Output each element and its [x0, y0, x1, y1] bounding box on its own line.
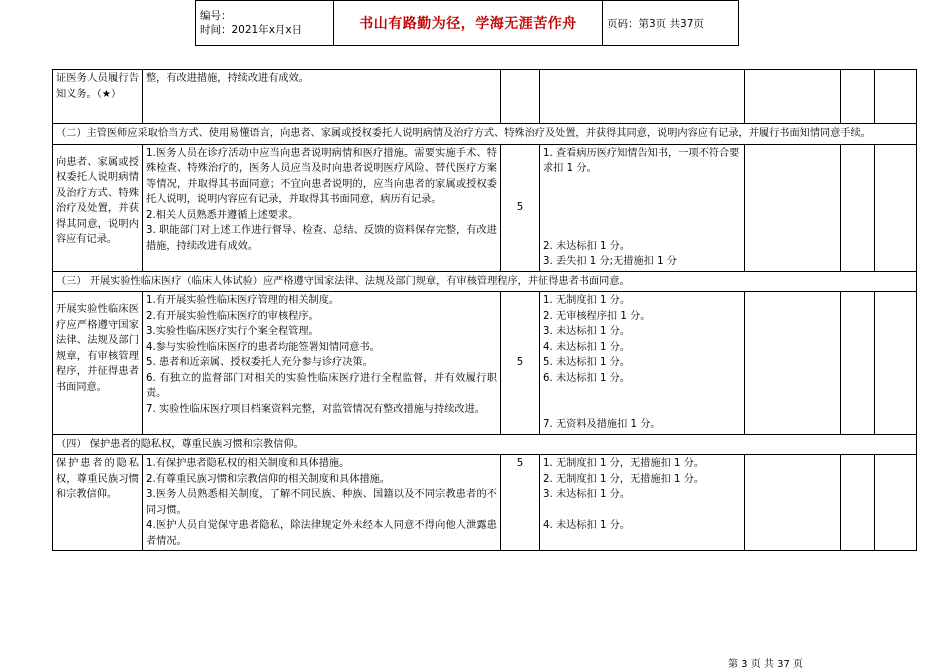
list-item: 5. 患者和近亲属、授权委托人充分参与诊疗决策。	[146, 357, 373, 368]
empty-cell	[841, 144, 875, 271]
list-item: 3. 未达标扣 1 分。	[543, 326, 631, 337]
list-item: 3. 职能部门对上述工作进行督导、检查、总结、反馈的资料保存完整，有改进措施，持续改进有成效。	[146, 225, 497, 252]
score-value: 5	[501, 292, 540, 435]
criteria-list	[540, 144, 745, 271]
list-item: 4. 未达标扣 1 分。	[543, 341, 631, 353]
standard-text: 保护患者的隐私权，尊重民族习惯和宗教信仰。	[53, 455, 143, 551]
score-value: 5	[501, 455, 540, 551]
empty-cell	[875, 292, 917, 435]
page-header	[195, 0, 739, 46]
table-row	[53, 144, 917, 271]
section-title: （三） 开展实验性临床医疗（临床人体试验）应严格遵守国家法律、法规及部门规章，有审核管理程序，并征得患者书面同意。	[53, 271, 917, 292]
empty-cell	[875, 144, 917, 271]
list-item: 2. 未达标扣 1 分。	[543, 240, 631, 252]
list-item: 3.医务人员熟悉相关制度，了解不同民族、种族、国籍以及不同宗教患者的不同习惯。	[146, 489, 497, 516]
empty-cell	[841, 455, 875, 551]
list-item: 5. 未达标扣 1 分。	[543, 357, 631, 368]
header-page-label: 页码：第3页 共37页	[603, 1, 739, 46]
list-item: 4.参与实验性临床医疗的患者均能签署知情同意书。	[146, 341, 380, 353]
empty-cell	[875, 70, 917, 124]
list-item: 2.有开展实验性临床医疗的审核程序。	[146, 310, 319, 322]
empty-cell	[745, 70, 841, 124]
section-title-row	[53, 124, 917, 145]
list-item: 1. 无制度扣 1 分。	[543, 295, 631, 306]
list-item: 2.有尊重民族习惯和宗教信仰的相关制度和具体措施。	[146, 473, 391, 485]
list-item: 2.相关人员熟悉并遵循上述要求。	[146, 209, 299, 221]
empty-cell	[745, 144, 841, 271]
score-cell	[501, 70, 540, 124]
standard-text: 开展实验性临床医疗应严格遵守国家法律、法规及部门规章，有审核管理程序，并征得患者书面同意。	[53, 292, 143, 435]
table-row	[53, 455, 917, 551]
list-item: 3.实验性临床医疗实行个案全程管理。	[146, 326, 319, 337]
criteria-cell	[540, 70, 745, 124]
list-item: 3. 丢失扣 1 分;无措施扣 1 分	[543, 256, 677, 267]
requirement-list	[143, 144, 501, 271]
list-item: 1. 无制度扣 1 分，无措施扣 1 分。	[543, 458, 705, 469]
time-label: 时间：2021年x月x日	[200, 24, 303, 36]
requirement-list	[143, 292, 501, 435]
empty-cell	[875, 455, 917, 551]
header-motto: 书山有路勤为径，学海无涯苦作舟	[334, 1, 603, 46]
standard-text: 证医务人员履行告知义务。（★）	[53, 70, 143, 124]
list-item: 1. 查看病历医疗知情告知书，一项不符合要求扣 1 分。	[543, 147, 740, 174]
list-item: 3. 未达标扣 1 分。	[543, 489, 631, 500]
section-title: （二）主管医师应采取恰当方式、使用易懂语言，向患者、家属或授权委托人说明病情及治疗方式、特殊治疗及处置，并获得其同意，说明内容应有记录，并履行书面知情同意手续。	[53, 124, 917, 145]
empty-cell	[841, 292, 875, 435]
criteria-list	[540, 292, 745, 435]
table-row	[53, 292, 917, 435]
standards-table	[52, 69, 917, 551]
empty-cell	[745, 292, 841, 435]
list-item: 4.医护人员自觉保守患者隐私，除法律规定外未经本人同意不得向他人泄露患者情况。	[146, 520, 497, 547]
page-footer: 第 3 页 共 37 页	[728, 659, 803, 670]
section-title-row	[53, 271, 917, 292]
list-item: 6. 未达标扣 1 分。	[543, 372, 631, 384]
criteria-list	[540, 455, 745, 551]
requirement-text: 整，有改进措施，持续改进有成效。	[143, 70, 501, 124]
list-item: 2. 无制度扣 1 分，无措施扣 1 分。	[543, 473, 705, 485]
section-title: （四） 保护患者的隐私权，尊重民族习惯和宗教信仰。	[53, 434, 917, 455]
section-title-row	[53, 434, 917, 455]
empty-cell	[841, 70, 875, 124]
empty-cell	[745, 455, 841, 551]
list-item: 7. 无资料及措施扣 1 分。	[543, 419, 661, 430]
list-item: 2. 无审核程序扣 1 分。	[543, 310, 651, 322]
list-item: 1.医务人员在诊疗活动中应当向患者说明病情和医疗措施。需要实施手术、特殊检查、特殊治疗的，医务人员应当及时向患者说明医疗风险、替代医疗方案等情况，并取得其书面同意；不宜向患者说明的，应当向患者的家属或授权委托人说明，说明内容应有记录，并取得其书面同意，病历有记录。	[146, 147, 497, 205]
header-meta	[196, 1, 334, 46]
requirement-list	[143, 455, 501, 551]
standard-text: 向患者、家属或授权委托人说明病情及治疗方式、特殊治疗及处置，并获得其同意，说明内容应有记录。	[53, 144, 143, 271]
score-value: 5	[501, 144, 540, 271]
number-label: 编号：	[200, 10, 232, 22]
table-row	[53, 70, 917, 124]
list-item: 1.有保护患者隐私权的相关制度和具体措施。	[146, 458, 350, 469]
list-item: 1.有开展实验性临床医疗管理的相关制度。	[146, 295, 340, 306]
list-item: 7. 实验性临床医疗项目档案资料完整，对监管情况有整改措施与持续改进。	[146, 403, 485, 415]
list-item: 4. 未达标扣 1 分。	[543, 520, 631, 531]
list-item: 6. 有独立的监督部门对相关的实验性临床医疗进行全程监督，并有效履行职责。	[146, 372, 497, 399]
